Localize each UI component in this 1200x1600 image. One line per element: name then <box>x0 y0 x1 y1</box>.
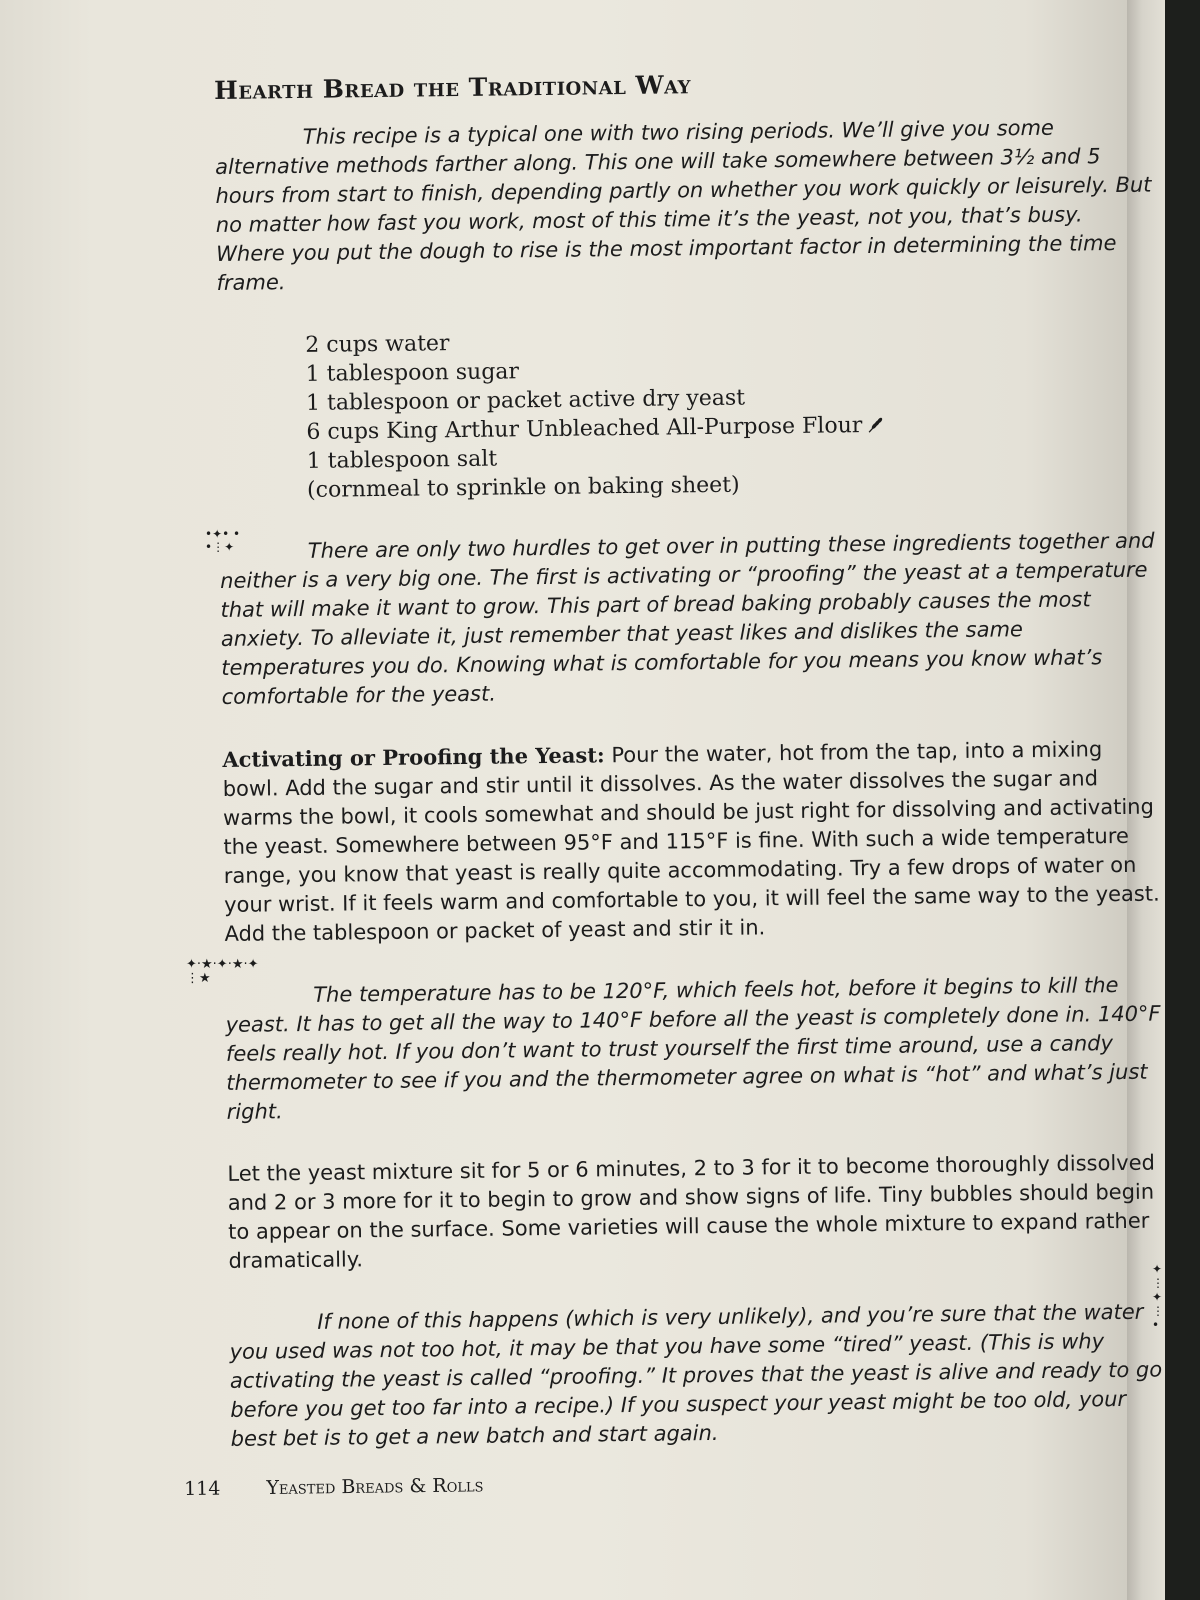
ingredient-item: 1 tablespoon or packet active dry yeast <box>305 385 746 416</box>
ingredient-item: 1 tablespoon sugar <box>305 359 520 387</box>
ingredient-item-label: 6 cups King Arthur Unbleached All-Purpose Flour <box>306 413 863 445</box>
if-none-paragraph: If none of this happens (which is very unlikely), and you’re sure that the water you used was not too hot, it may be that you have some “tired” yeast. (This is why activating the yeast is called “proofing.” It proves that the yeast is alive and ready to go before you get too far into a recipe.) If you suspect your yeast might be too old, your best bet is to get a new batch and start again. <box>229 1299 1163 1451</box>
intro-paragraph: This recipe is a typical one with two rising periods. We’ll give you some alternative methods farther along. This one will take somewhere between 3½ and 5 hours from start to finish, depending partly on whether you work quickly or leisurely. But no matter how fast you work, most of this time it’s the yeast, not you, that’s busy. Where you put the dough to rise is the most important factor in determining the time frame. <box>214 115 1152 295</box>
section-name: Yeasted Breads & Rolls <box>266 1474 484 1499</box>
ingredient-item: (cornmeal to sprinkle on baking sheet) <box>306 472 740 503</box>
let-sit-paragraph: Let the yeast mixture sit for 5 or 6 minutes, 2 to 3 for it to become thoroughly dissolved and 2 or 3 more for it to begin to grow and show signs of life. Tiny bubbles should begin to appear on the surface. Some varieties will cause the whole mixture to expand rather dramatically. <box>227 1150 1156 1273</box>
ingredient-item: 2 cups water <box>305 331 450 358</box>
star-cluster-icon: •✦• • •⋮✦ <box>205 527 241 554</box>
activating-body: Pour the water, hot from the tap, into a mixing bowl. Add the sugar and stir until it dissolves. As the water dissolves the sugar and warms the bowl, it cools somewhat and should be just right for dissolving and activating the yeast. Somewhere between 95°F and 115°F is fine. With such a wide temperature range, you know that yeast is really quite accommodating. Try a few drops of water on your wrist. If it feels warm and comfortable to you, it will feel the same way to the yeast. Add the tablespoon or packet of yeast and stir it in. <box>222 737 1160 946</box>
star-cluster-icon: ✦·★·✦·★·✦ ⋮★ <box>186 957 259 986</box>
star-cluster-icon: ✦ ⋮ ✦ ⋮ • <box>1152 1262 1164 1332</box>
ingredient-list <box>305 320 1159 504</box>
activating-heading: Activating or Proofing the Yeast: <box>222 742 605 772</box>
activating-paragraph <box>222 733 1164 948</box>
hurdles-paragraph: There are only two hurdles to get over in putting these ingredients together and neither is a very big one. The first is activating or “proofing” the yeast at a temperature that will make it want to grow. This part of bread baking probably causes the most anxiety. To alleviate it, just remember that yeast likes and dislikes the same temperatures you do. Knowing what is comfortable for you means you know what’s comfortable for the yeast. <box>220 528 1155 709</box>
page-content <box>214 63 1165 1454</box>
page-title: Hearth Bread the Traditional Way <box>214 70 692 105</box>
ingredient-item: 1 tablespoon salt <box>306 446 498 474</box>
temperature-paragraph: The temperature has to be 120°F, which feels hot, before it begins to kill the yeast. It has to get all the way to 140°F before all the yeast is completely done in. 140°F feels really hot. If you don’t want to trust yourself the first time around, use a candy thermometer to see if you and the thermometer agree on what is “hot” and what’s just right. <box>225 973 1161 1124</box>
page-number: 114 <box>184 1477 221 1500</box>
page-footer <box>184 1474 484 1500</box>
wheat-icon <box>866 416 884 434</box>
